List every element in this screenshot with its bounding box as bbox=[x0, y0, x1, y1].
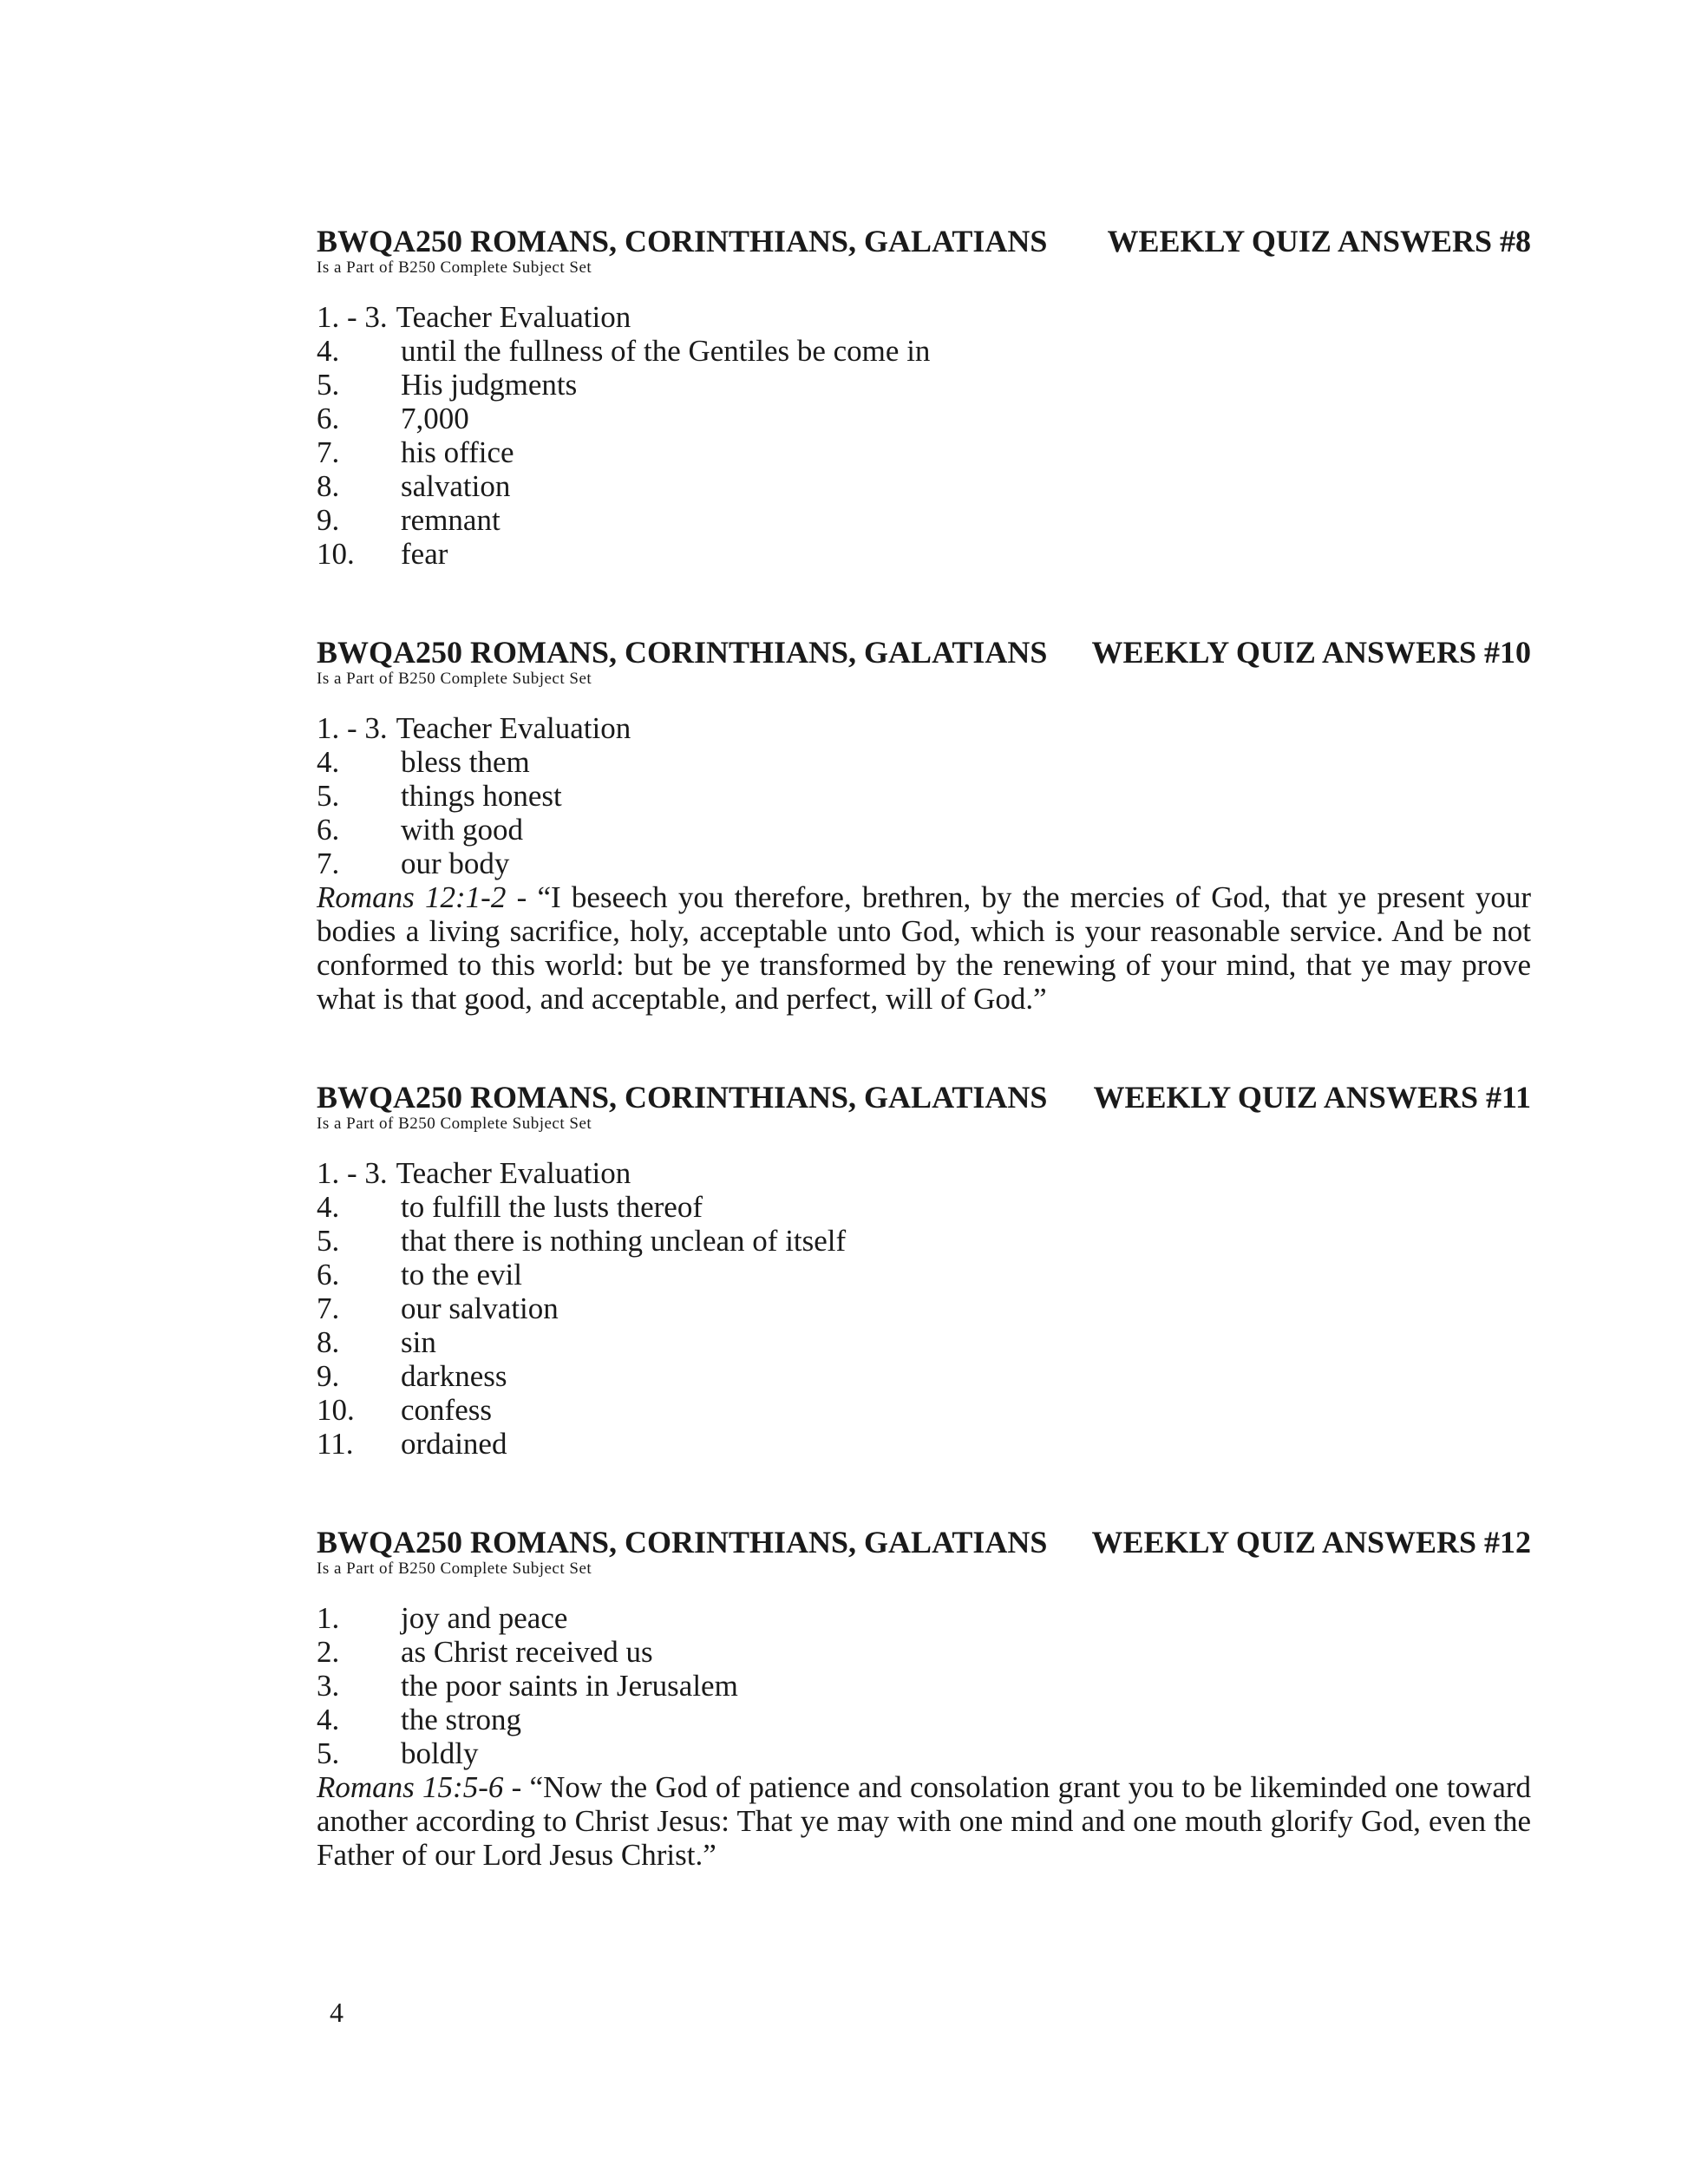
answer-text: darkness bbox=[401, 1359, 507, 1393]
answer-number: 1. - 3. bbox=[317, 300, 388, 334]
quiz-answers-section-10 bbox=[317, 635, 1531, 1016]
answer-text: fear bbox=[401, 537, 448, 571]
answer-number: 8. bbox=[317, 1325, 340, 1359]
answer-item bbox=[317, 1224, 1531, 1258]
answer-number: 2. bbox=[317, 1635, 340, 1669]
answer-item bbox=[317, 1359, 1531, 1393]
quiz-answers-section-8 bbox=[317, 224, 1531, 571]
answer-text: the strong bbox=[401, 1703, 522, 1736]
answer-text: bless them bbox=[401, 745, 530, 779]
answer-number: 4. bbox=[317, 334, 340, 368]
section-title bbox=[317, 635, 1531, 670]
section-title-quiz: WEEKLY QUIZ ANSWERS #10 bbox=[1091, 635, 1531, 670]
answer-list bbox=[317, 1156, 1531, 1461]
answer-item bbox=[317, 1393, 1531, 1427]
answer-text: ordained bbox=[401, 1427, 507, 1461]
answer-text: His judgments bbox=[401, 368, 578, 402]
answer-number: 1. - 3. bbox=[317, 711, 388, 745]
answer-text: Teacher Evaluation bbox=[396, 300, 631, 334]
answer-item bbox=[317, 1736, 1531, 1770]
section-title-course: BWQA250 ROMANS, CORINTHIANS, GALATIANS bbox=[317, 1525, 1048, 1560]
scripture-verse bbox=[317, 1770, 1531, 1872]
answer-text: our body bbox=[401, 847, 510, 880]
section-subtitle: Is a Part of B250 Complete Subject Set bbox=[317, 1560, 592, 1578]
answer-item bbox=[317, 813, 1531, 847]
section-title bbox=[317, 1525, 1531, 1560]
answer-number: 1. - 3. bbox=[317, 1156, 388, 1190]
answer-item bbox=[317, 1427, 1531, 1461]
answer-item bbox=[317, 779, 1531, 813]
answer-item bbox=[317, 469, 1531, 503]
answer-text: his office bbox=[401, 435, 514, 469]
section-title-quiz: WEEKLY QUIZ ANSWERS #8 bbox=[1107, 224, 1531, 258]
answer-item bbox=[317, 537, 1531, 571]
answer-item bbox=[317, 1325, 1531, 1359]
answer-number: 5. bbox=[317, 1224, 340, 1258]
answer-number: 11. bbox=[317, 1427, 354, 1461]
answer-text: to fulfill the lusts thereof bbox=[401, 1190, 703, 1224]
answer-text: until the fullness of the Gentiles be come in bbox=[401, 334, 931, 368]
answer-item bbox=[317, 1703, 1531, 1736]
answer-number: 7. bbox=[317, 1291, 340, 1325]
answer-number: 1. bbox=[317, 1601, 340, 1635]
answer-page bbox=[317, 224, 1531, 1936]
section-title-course: BWQA250 ROMANS, CORINTHIANS, GALATIANS bbox=[317, 224, 1048, 258]
answer-text: confess bbox=[401, 1393, 492, 1427]
answer-item bbox=[317, 402, 1531, 435]
section-subtitle: Is a Part of B250 Complete Subject Set bbox=[317, 258, 592, 277]
answer-item bbox=[317, 1669, 1531, 1703]
section-subtitle: Is a Part of B250 Complete Subject Set bbox=[317, 1115, 592, 1133]
section-title-course: BWQA250 ROMANS, CORINTHIANS, GALATIANS bbox=[317, 1080, 1048, 1115]
answer-item bbox=[317, 300, 1531, 334]
answer-number: 5. bbox=[317, 1736, 340, 1770]
answer-text: boldly bbox=[401, 1736, 479, 1770]
section-title-quiz: WEEKLY QUIZ ANSWERS #12 bbox=[1091, 1525, 1531, 1560]
answer-text: the poor saints in Jerusalem bbox=[401, 1669, 738, 1703]
answer-number: 5. bbox=[317, 779, 340, 813]
answer-text: as Christ received us bbox=[401, 1635, 653, 1669]
section-title-course: BWQA250 ROMANS, CORINTHIANS, GALATIANS bbox=[317, 635, 1048, 670]
verse-text: - “I beseech you therefore, brethren, by the mercies of God, that ye present your bodies a living sacrifice, holy, acceptable unto God, which is your reasonable service. And be not conformed to this world: but be ye transformed by the renewing of your mind, that ye may prove what is that good, and acceptable, and perfect, will of God.” bbox=[317, 880, 1532, 1016]
answer-number: 4. bbox=[317, 1190, 340, 1224]
answer-number: 10. bbox=[317, 537, 355, 571]
quiz-answers-section-12 bbox=[317, 1525, 1531, 1872]
answer-text: to the evil bbox=[401, 1258, 522, 1291]
answer-text: our salvation bbox=[401, 1291, 559, 1325]
answer-number: 6. bbox=[317, 402, 340, 435]
answer-item bbox=[317, 745, 1531, 779]
quiz-answers-section-11 bbox=[317, 1080, 1531, 1461]
page-number: 4 bbox=[330, 1997, 343, 2028]
answer-number: 3. bbox=[317, 1669, 340, 1703]
answer-list bbox=[317, 1601, 1531, 1770]
answer-text: joy and peace bbox=[401, 1601, 568, 1635]
answer-number: 6. bbox=[317, 1258, 340, 1291]
answer-number: 9. bbox=[317, 503, 340, 537]
answer-number: 4. bbox=[317, 745, 340, 779]
answer-text: sin bbox=[401, 1325, 436, 1359]
answer-text: Teacher Evaluation bbox=[396, 1156, 631, 1190]
verse-text: - “Now the God of patience and consolation grant you to be likeminded one toward another according to Christ Jesus: That ye may with one mind and one mouth glorify God, even the Father of our Lord Jesus Christ.” bbox=[317, 1770, 1532, 1872]
answer-item bbox=[317, 435, 1531, 469]
verse-reference: Romans 15:5-6 bbox=[317, 1770, 504, 1804]
answer-item bbox=[317, 503, 1531, 537]
verse-reference: Romans 12:1-2 bbox=[317, 880, 507, 914]
answer-text: salvation bbox=[401, 469, 511, 503]
answer-number: 4. bbox=[317, 1703, 340, 1736]
answer-number: 6. bbox=[317, 813, 340, 847]
scripture-verse bbox=[317, 880, 1531, 1016]
section-title bbox=[317, 224, 1531, 258]
answer-item bbox=[317, 711, 1531, 745]
answer-number: 9. bbox=[317, 1359, 340, 1393]
answer-item bbox=[317, 1156, 1531, 1190]
answer-item bbox=[317, 847, 1531, 880]
answer-number: 5. bbox=[317, 368, 340, 402]
answer-text: things honest bbox=[401, 779, 562, 813]
answer-text: Teacher Evaluation bbox=[396, 711, 631, 745]
answer-number: 10. bbox=[317, 1393, 355, 1427]
answer-number: 7. bbox=[317, 847, 340, 880]
answer-text: remnant bbox=[401, 503, 501, 537]
answer-number: 8. bbox=[317, 469, 340, 503]
answer-item bbox=[317, 368, 1531, 402]
answer-item bbox=[317, 1601, 1531, 1635]
answer-list bbox=[317, 300, 1531, 571]
answer-text: with good bbox=[401, 813, 523, 847]
answer-item bbox=[317, 1258, 1531, 1291]
answer-item bbox=[317, 1635, 1531, 1669]
answer-list bbox=[317, 711, 1531, 880]
section-title bbox=[317, 1080, 1531, 1115]
answer-text: 7,000 bbox=[401, 402, 469, 435]
section-subtitle: Is a Part of B250 Complete Subject Set bbox=[317, 670, 592, 688]
section-title-quiz: WEEKLY QUIZ ANSWERS #11 bbox=[1093, 1080, 1531, 1115]
answer-item bbox=[317, 1291, 1531, 1325]
answer-number: 7. bbox=[317, 435, 340, 469]
answer-text: that there is nothing unclean of itself bbox=[401, 1224, 847, 1258]
answer-item bbox=[317, 1190, 1531, 1224]
answer-item bbox=[317, 334, 1531, 368]
